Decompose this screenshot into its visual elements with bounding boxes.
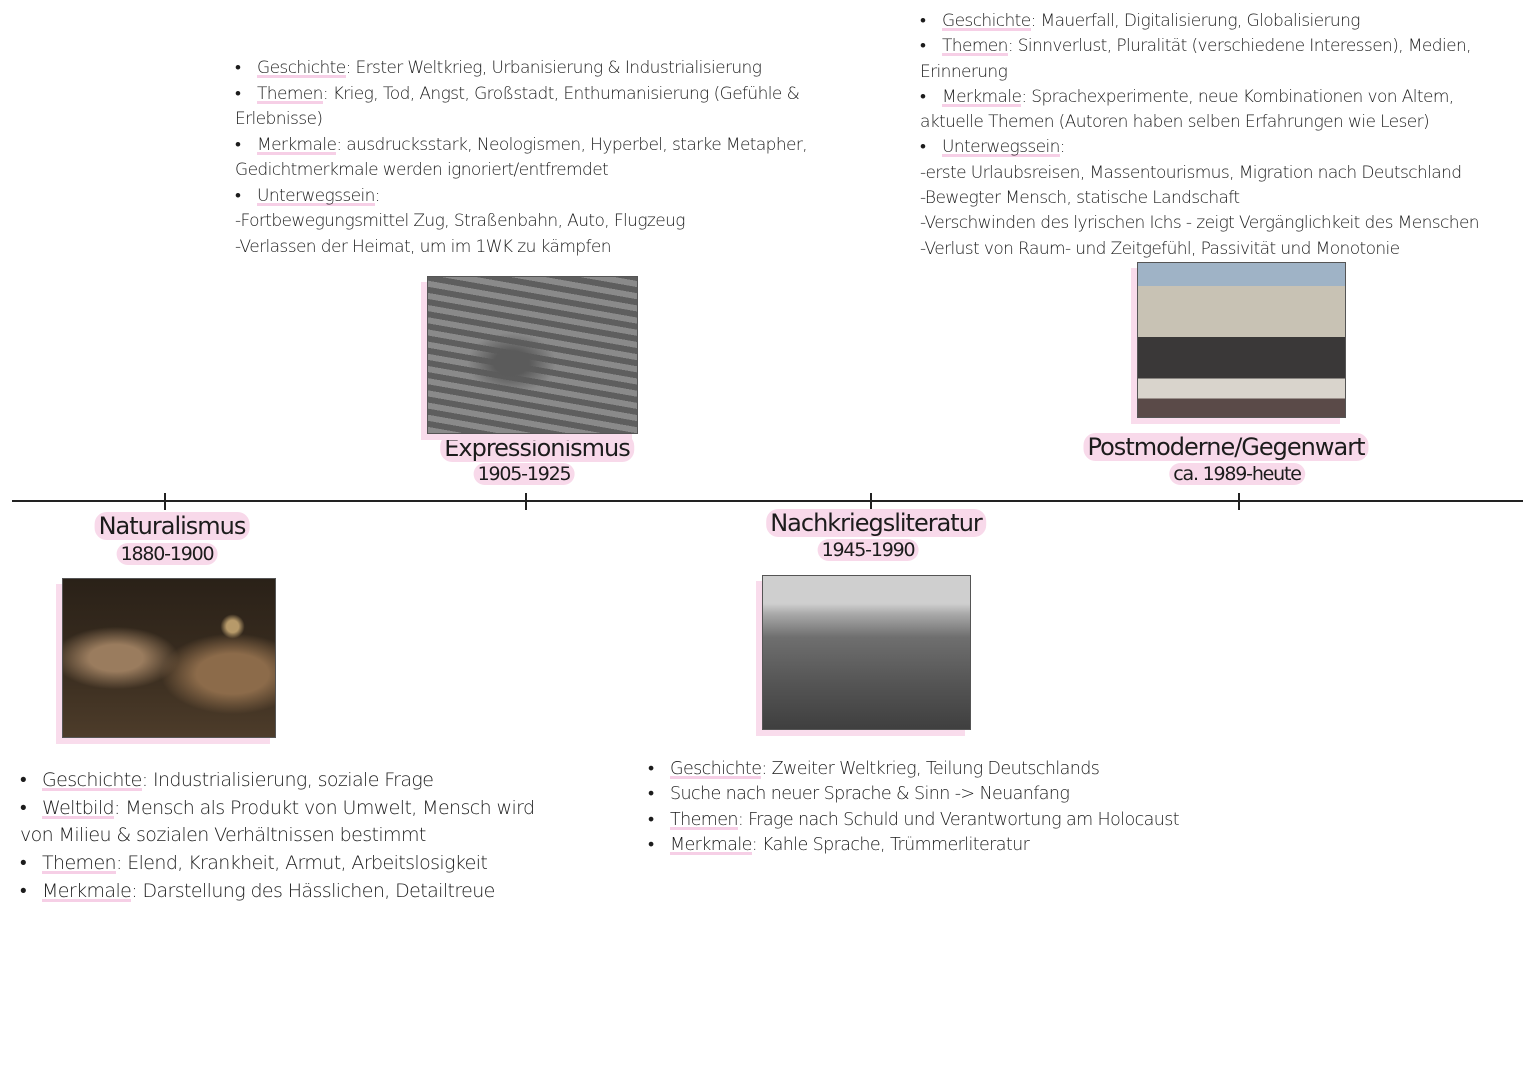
timeline-tick-nachkriegsliteratur	[870, 493, 872, 510]
postmoderne-berlin-wall-photo	[1137, 262, 1346, 418]
note-text: -Bewegter Mensch, statische Landschaft	[920, 188, 1240, 209]
note-text: : Zweiter Weltkrieg, Teilung Deutschlands	[761, 759, 1100, 779]
note-line	[920, 34, 1479, 59]
postmoderne-notes	[920, 9, 1479, 262]
note-label: Themen	[942, 36, 1008, 57]
note-line	[920, 110, 1479, 135]
timeline-tick-postmoderne	[1238, 493, 1240, 510]
bullet-icon: •	[920, 11, 926, 31]
note-text: : Sprachexperimente, neue Kombinationen von Altem,	[1021, 86, 1454, 107]
note-text: -Verlust von Raum- und Zeitgefühl, Passivität und Monotonie	[920, 238, 1400, 259]
note-line	[235, 107, 807, 133]
note-label: Unterwegssein	[942, 137, 1060, 158]
naturalismus-notes	[20, 767, 534, 906]
bullet-icon: •	[920, 36, 926, 57]
bullet-icon: •	[20, 852, 27, 875]
bullet-icon: •	[920, 137, 926, 158]
note-line	[920, 237, 1479, 262]
timeline-tick-naturalismus	[164, 493, 166, 510]
note-line	[920, 211, 1479, 236]
note-label: Merkmale	[257, 134, 337, 155]
period-title-postmoderne: Postmoderne/Gegenwart	[1084, 433, 1369, 461]
note-text: :	[374, 185, 380, 206]
note-text: Erlebnisse)	[235, 109, 323, 129]
nachkrieg-ruined-city-photo	[762, 575, 971, 730]
period-dates-expressionismus: 1905-1925	[474, 463, 575, 485]
note-line	[20, 822, 534, 850]
bullet-icon: •	[648, 784, 654, 805]
note-label: Themen	[257, 83, 323, 104]
note-text: Erinnerung	[920, 61, 1008, 82]
note-text: :	[1059, 137, 1065, 158]
note-line	[235, 209, 807, 235]
note-line	[20, 850, 534, 878]
timeline-tick-expressionismus	[525, 493, 527, 510]
note-text: : Industrialisierung, soziale Frage	[141, 769, 434, 791]
note-label: Geschichte	[942, 11, 1031, 31]
bullet-icon: •	[20, 796, 27, 819]
note-text: : Sinnverlust, Pluralität (verschiedene Interessen), Medien,	[1007, 36, 1471, 57]
note-label: Geschichte	[257, 58, 346, 78]
note-text: : ausdrucksstark, Neologismen, Hyperbel, starke Metapher,	[336, 134, 808, 155]
note-text: : Mensch als Produkt von Umwelt, Mensch wird	[113, 796, 535, 819]
note-text: von Milieu & sozialen Verhältnissen bestimmt	[20, 824, 426, 847]
period-dates-postmoderne: ca. 1989-heute	[1169, 463, 1305, 485]
note-label: Weltbild	[42, 796, 114, 819]
period-title-nachkriegsliteratur: Nachkriegsliteratur	[766, 509, 986, 537]
note-line	[920, 60, 1479, 85]
note-line	[235, 235, 807, 261]
bullet-icon: •	[20, 879, 27, 902]
bullet-icon: •	[20, 769, 27, 791]
note-line	[648, 833, 1179, 858]
note-label: Themen	[670, 809, 738, 830]
note-text: Gedichtmerkmale werden ignoriert/entfremdet	[235, 160, 609, 180]
timeline-axis	[12, 500, 1523, 502]
note-text: : Erster Weltkrieg, Urbanisierung & Industrialisierung	[345, 58, 762, 78]
nachkriegsliteratur-notes	[648, 757, 1179, 859]
note-line	[20, 878, 534, 906]
note-text: -Verlassen der Heimat, um im 1WK zu kämpfen	[235, 236, 611, 257]
note-line	[920, 186, 1479, 211]
bullet-icon: •	[648, 759, 654, 779]
note-line	[20, 767, 534, 795]
note-text: : Kahle Sprache, Trümmerliteratur	[751, 835, 1030, 856]
note-line	[920, 85, 1479, 110]
expressionismus-notes	[235, 56, 807, 260]
note-text: -Verschwinden des lyrischen Ichs - zeigt Vergänglichkeit des Menschen	[920, 213, 1479, 234]
note-text: : Mauerfall, Digitalisierung, Globalisierung	[1030, 11, 1360, 31]
bullet-icon: •	[235, 185, 241, 206]
note-line	[235, 184, 807, 210]
note-line	[920, 161, 1479, 186]
note-line	[648, 808, 1179, 833]
note-text: -Fortbewegungsmittel Zug, Straßenbahn, Auto, Flugzeug	[235, 211, 685, 231]
note-text: : Frage nach Schuld und Verantwortung am Holocaust	[737, 809, 1180, 830]
period-title-naturalismus: Naturalismus	[95, 512, 250, 540]
note-label: Merkmale	[942, 86, 1022, 107]
note-text: -erste Urlaubsreisen, Massentourismus, Migration nach Deutschland	[920, 162, 1462, 183]
note-text: : Elend, Krankheit, Armut, Arbeitslosigkeit	[115, 852, 488, 875]
note-text: : Krieg, Tod, Angst, Großstadt, Enthumanisierung (Gefühle &	[322, 83, 800, 104]
bullet-icon: •	[235, 83, 241, 104]
note-label: Merkmale	[670, 835, 752, 856]
period-title-expressionismus: Expressionismus	[440, 434, 634, 462]
note-line	[20, 795, 534, 823]
note-label: Themen	[42, 852, 116, 875]
bullet-icon: •	[648, 835, 654, 856]
note-line	[920, 9, 1479, 34]
bullet-icon: •	[648, 809, 654, 830]
note-text: aktuelle Themen (Autoren haben selben Erfahrungen wie Leser)	[920, 112, 1430, 133]
note-line	[648, 757, 1179, 782]
period-dates-naturalismus: 1880-1900	[117, 543, 218, 565]
expressionismus-trench-photo	[427, 276, 638, 434]
note-text: Suche nach neuer Sprache & Sinn -> Neuanfang	[670, 784, 1070, 805]
note-label: Geschichte	[42, 769, 142, 791]
note-line	[648, 782, 1179, 807]
note-line	[920, 135, 1479, 160]
note-line	[235, 133, 807, 159]
naturalismus-painting-image	[62, 578, 276, 738]
note-line	[235, 56, 807, 82]
note-label: Merkmale	[42, 879, 132, 902]
note-label: Unterwegssein	[257, 185, 375, 206]
period-dates-nachkriegsliteratur: 1945-1990	[818, 539, 919, 561]
bullet-icon: •	[920, 86, 926, 107]
note-text: : Darstellung des Hässlichen, Detailtreue	[131, 879, 495, 902]
bullet-icon: •	[235, 58, 241, 78]
bullet-icon: •	[235, 134, 241, 155]
note-line	[235, 82, 807, 108]
note-label: Geschichte	[670, 759, 762, 779]
note-line	[235, 158, 807, 184]
